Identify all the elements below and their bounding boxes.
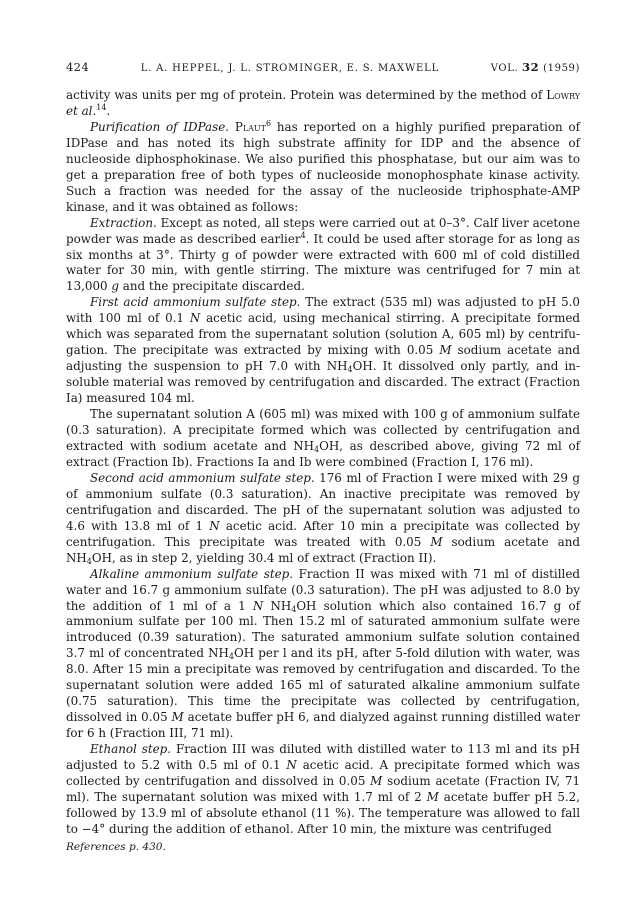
paragraph-alkaline-step: Alkaline ammonium sulfate step. Fraction II was mixed with 71 ml of distilled water and 16.7 g ammonium sulfate (0.3 saturation). The pH was adjusted to 8.0 by the addition of 1 ml of a 1 N $NH_4OH$ solution which also contained 16.7 g of ammonium sulfate per 100 ml. Then 15.2 ml of saturated ammonium sulfate were introduced (0.39 saturation). The saturated ammonium sulfate solution contained 3.7 ml of concentrated $NH_4OH$ per l and its pH, after 5-fold dilution with water, was 8.0. After 15 min a precipitate was removed by centrifugation and discarded. To the supernatant solution were added 165 ml of saturated alkaline ammonium sulfate (0.75 saturation). This time the precipitate was collected by centrifugation, dissolved in 0.05 M acetate buffer pH 6, and dialyzed against running distilled water for 6 h (Fraction III, 71 ml). — [66, 566, 581, 741]
section-heading: Second acid ammonium sulfate step. — [90, 470, 315, 485]
section-heading: First acid ammonium sulfate step. — [90, 295, 301, 310]
paragraph-extraction: Extraction. Except as noted, all steps were carried out at 0–3°. Calf liver acetone powder was made as described earlier$^4$. It could be used after storage for as long as six months at 3°. Thirty g of powder were extracted with 600 ml of cold distilled water for 30 min, with gentle stirring. The mixture was centrifuged for 7 min at 13,000 g and the precipitate discarded. — [66, 215, 581, 294]
author-citation: Lowry — [546, 88, 581, 102]
author-citation: Plaut — [234, 119, 266, 134]
volume-number: 32 — [522, 60, 540, 74]
running-header — [66, 60, 580, 74]
body-text — [66, 88, 580, 856]
section-heading: Alkaline ammonium sulfate step. — [90, 566, 294, 581]
year: (1959) — [543, 63, 580, 74]
volume-info: VOL. 32 (1959) — [490, 60, 580, 74]
paragraph-supernatant-a: The supernatant solution A (605 ml) was mixed with 100 g of ammonium sulfate (0.3 saturation). A precipitate formed which was collected by centrifugation and extracted with sodium acetate and $NH_4OH$, as described above, giving 72 ml of extract (Fraction Ib). Fractions Ia and Ib were combined (Fraction I, 176 ml). — [66, 407, 580, 469]
reference-marker: 6 — [266, 118, 272, 128]
running-head-authors: L. A. HEPPEL, J. L. STROMINGER, E. S. MAXWELL — [140, 63, 440, 74]
references-footnote: References p. 430. — [66, 840, 166, 853]
section-heading: Purification of IDPase. — [90, 119, 230, 134]
paragraph-first-acid-step: First acid ammonium sulfate step. The extract (535 ml) was adjusted to pH 5.0 with 100 ml of 0.1 N acetic acid, using mechanical stirring. A precipitate formed which was separated from the supernatant solution (solution A, 605 ml) by centrifugation. The precipitate was extracted by mixing with 0.05 M sodium acetate and adjusting the suspension to pH 7.0 with $NH_4OH$. It dissolved only partly, and insoluble material was removed by centrifugation and discarded. The extract (Fraction Ia) measured 104 ml. — [66, 295, 581, 406]
paragraph-purification: Purification of IDPase. Plaut$^6$ has reported on a highly purified preparation of IDPase and has noted its high substrate affinity for IDP and the absence of nucleoside diphosphokinase. We also purified this phosphatase, but our aim was to get a preparation free of both types of nucleoside monophosphate kinase activity. Such a fraction was needed for the assay of the nucleoside triphosphate-AMP kinase, and it was obtained as follows: — [66, 118, 581, 214]
page-number: 424 — [66, 60, 90, 74]
paragraph-second-acid-step: Second acid ammonium sulfate step. 176 ml of Fraction I were mixed with 29 g of ammonium sulfate (0.3 saturation). An inactive precipitate was removed by centrifugation and discarded. The pH of the supernatant solution was adjusted to 4.6 with 13.8 ml of 1 N acetic acid. After 10 min a precipitate was collected by centrifugation. This precipitate was treated with 0.05 M sodium acetate and $NH_4OH$, as in step 2, yielding 30.4 ml of extract (Fraction II). — [66, 470, 581, 566]
paragraph-ethanol-step: Ethanol step. Fraction III was diluted with distilled water to 113 ml and its pH adjusted to 5.2 with 0.5 ml of 0.1 N acetic acid. A precipitate formed which was collected by centrifugation and dissolved in 0.05 M sodium acetate (Fraction IV, 71 ml). The supernatant solution was mixed with 1.7 ml of 2 M acetate buffer pH 5.2, followed by 13.9 ml of absolute ethanol (11 %). The temperature was allowed to fall to −4° during the addition of ethanol. After 10 min, the mixture was centrifuged — [66, 742, 581, 836]
reference-marker: 14 — [96, 102, 107, 112]
reference-marker: 4 — [300, 230, 306, 240]
paragraph-activity: activity was units per mg of protein. Protein was determined by the method of Lowry et al.$^{14}$. — [66, 88, 581, 118]
section-heading: Extraction. — [90, 215, 157, 230]
section-heading: Ethanol step. — [90, 742, 172, 757]
